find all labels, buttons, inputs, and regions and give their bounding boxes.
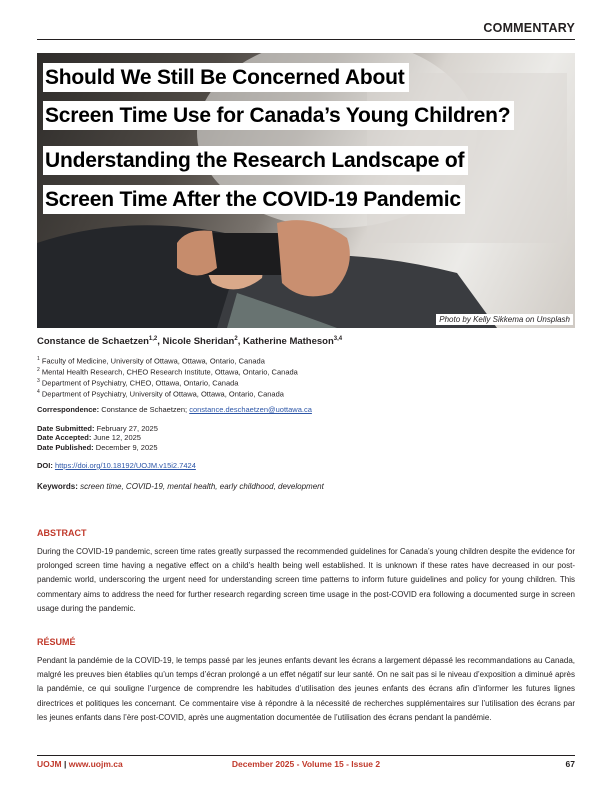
title-line-4: Screen Time After the COVID-19 Pandemic <box>43 185 465 214</box>
date-accepted-label: Date Accepted: <box>37 433 92 443</box>
correspondence <box>37 405 312 414</box>
date-submitted-label: Date Submitted: <box>37 424 95 433</box>
section-label: COMMENTARY <box>483 21 575 35</box>
affiliation-text: Department of Psychiatry, CHEO, Ottawa, Ontario, Canada <box>41 378 239 388</box>
affiliation-item <box>37 355 298 366</box>
header-rule <box>37 39 575 40</box>
author-list: Constance de Schaetzen$^{1,2}$, Nicole Sheridan$^2$, Katherine Matheson$^{3,4}$ <box>37 336 343 348</box>
footer-rule <box>37 755 575 756</box>
doi <box>37 461 196 470</box>
resume-heading: RÉSUMÉ <box>37 637 76 647</box>
author-affiliation-number: 1,2 <box>148 336 158 342</box>
affiliation-text: Mental Health Research, CHEO Research Institute, Ottawa, Ontario, Canada <box>41 367 298 377</box>
affiliation-number: 2 <box>37 366 40 373</box>
affiliation-number: 3 <box>37 377 40 384</box>
abstract-heading: ABSTRACT <box>37 528 87 538</box>
page-number: 67 <box>565 759 575 769</box>
title-line-1: Should We Still Be Concerned About <box>43 63 409 92</box>
hero-photo <box>37 53 575 328</box>
abstract-text: During the COVID-19 pandemic, screen time rates greatly surpassed the recommended guidelines for Canada’s young children despite the evidence for prolonged screen time having a negative effect on a child’s health being well established. It is unknown if these rates have decreased in our post-pandemic world, underscoring the urgent need for understanding screen time patterns to inform future guidelines and policy for young children. This commentary aims to address the need for further research regarding screen time usage in the post-COVID era following a documented surge in screen usage during the pandemic. <box>37 547 575 613</box>
publication-dates <box>37 424 158 452</box>
journal-website-link[interactable]: www.uojm.ca <box>68 759 123 769</box>
affiliation-text: Faculty of Medicine, University of Ottawa, Ottawa, Ontario, Canada <box>41 356 265 366</box>
author-name: Constance de Schaetzen <box>37 336 149 348</box>
date-published: December 9, 2025 <box>95 442 158 452</box>
resume-text: Pendant la pandémie de la COVID-19, le temps passé par les jeunes enfants devant les écrans a largement dépassé les recommandations au Canada, malgré les preuves bien établies qu’un temps d’écran prolongé a un effet négatif sur leur santé. On ne sait pas si le niveau d’exposition a diminué après la pandémie, ce qui souligne l’urgence de comprendre les habitudes d’utilisation des jeunes enfants des écrans afin d’informer les futures lignes directrices et politiques les concernant. Ce commentaire vise à répondre à la nécessité de recherches supplémentaires sur l’utilisation des écrans par les jeunes enfants dans l’ère post-COVID, après une augmentation documentée de l’utilisation des écrans pendant la pandémie. <box>37 656 575 722</box>
title-line-3: Understanding the Research Landscape of <box>43 146 468 175</box>
affiliation-item <box>37 377 298 388</box>
title-line-2: Screen Time Use for Canada’s Young Children? <box>43 101 514 130</box>
doi-label: DOI: <box>37 461 53 470</box>
date-published-label: Date Published: <box>37 442 94 452</box>
affiliation-item <box>37 366 298 377</box>
footer-issue: December 2025 - Volume 15 - Issue 2 <box>231 759 381 769</box>
keywords <box>37 482 324 491</box>
affiliation-number: 1 <box>37 356 40 362</box>
date-submitted: February 27, 2025 <box>96 424 158 433</box>
keywords-text: screen time, COVID-19, mental health, early childhood, development <box>80 482 324 491</box>
journal-name: UOJM <box>37 759 62 769</box>
author-affiliation-number: 3,4 <box>333 336 343 342</box>
keywords-label: Keywords: <box>37 482 78 491</box>
affiliation-item <box>37 388 298 399</box>
photo-credit: Photo by Kelly Sikkema on Unsplash <box>436 314 573 325</box>
correspondence-label: Correspondence: <box>37 405 100 414</box>
footer-journal <box>37 759 123 769</box>
affiliation-text: Department of Psychiatry, University of Ottawa, Ottawa, Ontario, Canada <box>41 389 284 399</box>
footer-separator: | <box>63 759 67 769</box>
correspondence-name: Constance de Schaetzen; <box>101 405 188 414</box>
correspondence-email-link[interactable]: constance.deschaetzen@uottawa.ca <box>189 405 312 414</box>
affiliation-number: 4 <box>37 388 40 395</box>
author-name: Nicole Sheridan <box>162 336 235 348</box>
author-affiliation-number: 2 <box>234 336 238 342</box>
doi-link[interactable]: https://doi.org/10.18192/UOJM.v15i2.7424 <box>54 461 196 470</box>
date-accepted: June 12, 2025 <box>93 433 141 443</box>
author-name: Katherine Matheson <box>242 336 334 348</box>
affiliation-list <box>37 355 298 399</box>
